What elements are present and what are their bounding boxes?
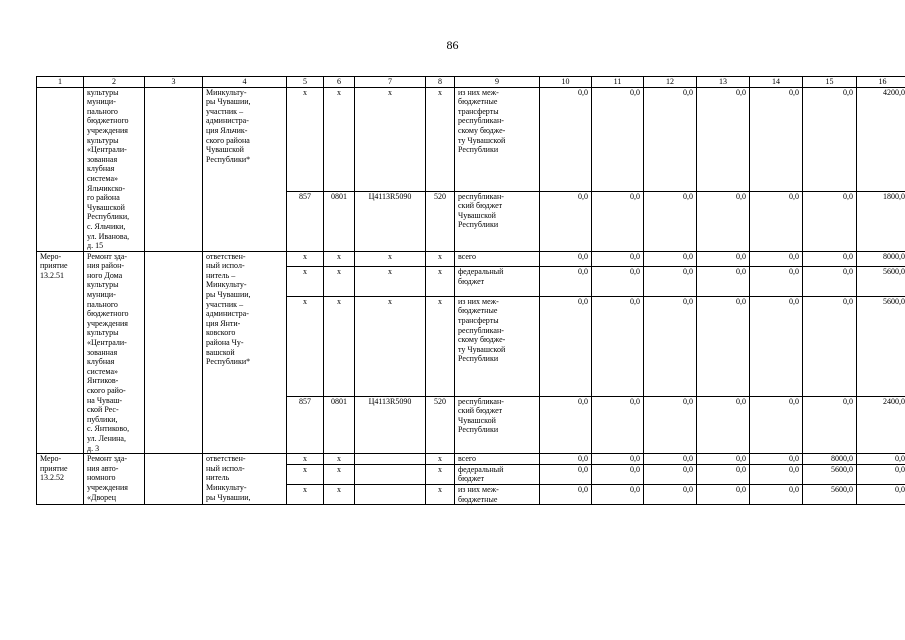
code-cell: x: [324, 87, 355, 191]
value-cell: 0,0: [644, 454, 697, 465]
value-cell: 2400,0: [857, 396, 905, 454]
value-cell: 5600,0: [857, 267, 905, 297]
value-cell: 4200,0: [857, 87, 905, 191]
code-cell: x: [324, 296, 355, 396]
header-cell-11: 11: [592, 77, 644, 88]
value-cell: 0,0: [540, 191, 592, 251]
code-cell: 520: [426, 191, 455, 251]
header-cell-4: 4: [203, 77, 287, 88]
code-cell: 0801: [324, 396, 355, 454]
value-cell: 0,0: [697, 296, 750, 396]
value-cell: 0,0: [697, 251, 750, 267]
code-cell: Ц4113R5090: [355, 191, 426, 251]
value-cell: 0,0: [644, 464, 697, 484]
event-cell: Меро- приятие 13.2.52: [37, 454, 84, 505]
code-cell: 857: [287, 396, 324, 454]
value-cell: 0,0: [750, 296, 803, 396]
code-cell: x: [426, 87, 455, 191]
code-cell: x: [324, 464, 355, 484]
code-cell: x: [287, 251, 324, 267]
code-cell: Ц4113R5090: [355, 396, 426, 454]
header-cell-7: 7: [355, 77, 426, 88]
code-cell: x: [426, 454, 455, 465]
code-cell: x: [355, 296, 426, 396]
value-cell: 0,0: [540, 396, 592, 454]
value-cell: 0,0: [592, 484, 644, 504]
value-cell: 0,0: [750, 267, 803, 297]
value-cell: 0,0: [644, 191, 697, 251]
code-cell: x: [426, 267, 455, 297]
empty-cell: [145, 251, 203, 453]
code-cell: x: [324, 251, 355, 267]
object-cell: культуры муници- пального бюджетного учреждения культуры «Централи- зованная клубная система» Яльчикско- го района Чувашской Республики, с. Яльчики, ул. Иванова, д. 15: [84, 87, 145, 251]
value-cell: 8000,0: [803, 454, 857, 465]
header-cell-12: 12: [644, 77, 697, 88]
header-cell-3: 3: [145, 77, 203, 88]
value-cell: 0,0: [857, 454, 905, 465]
code-cell: x: [426, 464, 455, 484]
value-cell: 0,0: [750, 484, 803, 504]
value-cell: 0,0: [644, 396, 697, 454]
header-cell-13: 13: [697, 77, 750, 88]
table-row: [37, 87, 905, 191]
value-cell: 0,0: [697, 267, 750, 297]
value-cell: 0,0: [750, 454, 803, 465]
header-cell-16: 16: [857, 77, 905, 88]
code-cell: 520: [426, 396, 455, 454]
value-cell: 0,0: [592, 296, 644, 396]
header-cell-6: 6: [324, 77, 355, 88]
funding-source-cell: федеральный бюджет: [455, 464, 540, 484]
value-cell: 0,0: [540, 454, 592, 465]
table-row: [37, 251, 905, 267]
code-cell: 0801: [324, 191, 355, 251]
value-cell: 0,0: [540, 251, 592, 267]
code-cell: [355, 484, 426, 504]
value-cell: 0,0: [592, 191, 644, 251]
value-cell: 0,0: [644, 296, 697, 396]
code-cell: x: [355, 87, 426, 191]
empty-cell: [145, 454, 203, 505]
value-cell: 5600,0: [803, 484, 857, 504]
value-cell: 1800,0: [857, 191, 905, 251]
header-cell-2: 2: [84, 77, 145, 88]
header-cell-15: 15: [803, 77, 857, 88]
value-cell: 0,0: [540, 267, 592, 297]
executor-cell: ответствен- ный испол- нитель – Минкульту- ры Чувашии, участник – администра- ция Янти- ковского района Чу- вашской Республики*: [203, 251, 287, 453]
empty-cell: [145, 87, 203, 251]
value-cell: 0,0: [857, 484, 905, 504]
value-cell: 0,0: [592, 454, 644, 465]
page-number: 86: [446, 38, 459, 52]
code-cell: x: [324, 454, 355, 465]
value-cell: 0,0: [644, 87, 697, 191]
event-cell: Меро- приятие 13.2.51: [37, 251, 84, 453]
funding-source-cell: из них меж- бюджетные трансферты республикан- скому бюдже- ту Чувашской Республики: [455, 296, 540, 396]
header-cell-10: 10: [540, 77, 592, 88]
value-cell: 0,0: [803, 396, 857, 454]
code-cell: x: [324, 267, 355, 297]
header-cell-8: 8: [426, 77, 455, 88]
value-cell: 0,0: [803, 87, 857, 191]
code-cell: x: [426, 251, 455, 267]
object-cell: Ремонт зда- ния авто- номного учреждения «Дворец: [84, 454, 145, 505]
value-cell: 0,0: [697, 454, 750, 465]
funding-source-cell: республикан- ский бюджет Чувашской Республики: [455, 396, 540, 454]
code-cell: x: [426, 296, 455, 396]
code-cell: [355, 454, 426, 465]
code-cell: x: [355, 251, 426, 267]
funding-source-cell: из них меж- бюджетные трансферты республикан- скому бюдже- ту Чувашской Республики: [455, 87, 540, 191]
code-cell: x: [287, 454, 324, 465]
value-cell: 0,0: [592, 87, 644, 191]
table-row: [37, 454, 905, 465]
funding-source-cell: федеральный бюджет: [455, 267, 540, 297]
value-cell: 0,0: [750, 87, 803, 191]
code-cell: x: [287, 267, 324, 297]
executor-cell: Минкульту- ры Чувашии, участник – администра- ция Яльчик- ского района Чувашской Республики*: [203, 87, 287, 251]
value-cell: 0,0: [592, 267, 644, 297]
header-row: [37, 77, 905, 88]
header-cell-1: 1: [37, 77, 84, 88]
code-cell: x: [324, 484, 355, 504]
code-cell: x: [426, 484, 455, 504]
value-cell: 0,0: [592, 464, 644, 484]
budget-table: [36, 76, 905, 505]
value-cell: 0,0: [697, 464, 750, 484]
value-cell: 0,0: [697, 484, 750, 504]
value-cell: 0,0: [540, 87, 592, 191]
value-cell: 0,0: [857, 464, 905, 484]
value-cell: 0,0: [592, 396, 644, 454]
value-cell: 0,0: [540, 484, 592, 504]
value-cell: 5600,0: [857, 296, 905, 396]
value-cell: 0,0: [750, 191, 803, 251]
funding-source-cell: из них меж- бюджетные: [455, 484, 540, 504]
code-cell: x: [355, 267, 426, 297]
value-cell: 0,0: [644, 267, 697, 297]
value-cell: 0,0: [644, 484, 697, 504]
header-cell-14: 14: [750, 77, 803, 88]
value-cell: 0,0: [697, 87, 750, 191]
value-cell: 0,0: [803, 191, 857, 251]
value-cell: 0,0: [697, 191, 750, 251]
value-cell: 0,0: [750, 464, 803, 484]
header-cell-9: 9: [455, 77, 540, 88]
code-cell: x: [287, 464, 324, 484]
value-cell: 0,0: [592, 251, 644, 267]
code-cell: [355, 464, 426, 484]
value-cell: 0,0: [697, 396, 750, 454]
value-cell: 0,0: [803, 267, 857, 297]
value-cell: 0,0: [803, 296, 857, 396]
code-cell: x: [287, 87, 324, 191]
funding-source-cell: всего: [455, 251, 540, 267]
value-cell: 0,0: [750, 396, 803, 454]
value-cell: 0,0: [540, 296, 592, 396]
event-cell: [37, 87, 84, 251]
value-cell: 0,0: [750, 251, 803, 267]
object-cell: Ремонт зда- ния район- ного Дома культуры муници- пального бюджетного учреждения культуры «Централи- зованная клубная система» Янтиков- ского райо- на Чуваш- ской Рес- публики, с. Янтиково, ул. Ленина, д. 3: [84, 251, 145, 453]
executor-cell: ответствен- ный испол- нитель Минкульту- ры Чувашии,: [203, 454, 287, 505]
value-cell: 0,0: [803, 251, 857, 267]
header-cell-5: 5: [287, 77, 324, 88]
value-cell: 0,0: [644, 251, 697, 267]
code-cell: 857: [287, 191, 324, 251]
code-cell: x: [287, 296, 324, 396]
code-cell: x: [287, 484, 324, 504]
value-cell: 0,0: [540, 464, 592, 484]
funding-source-cell: всего: [455, 454, 540, 465]
value-cell: 8000,0: [857, 251, 905, 267]
funding-source-cell: республикан- ский бюджет Чувашской Республики: [455, 191, 540, 251]
value-cell: 5600,0: [803, 464, 857, 484]
